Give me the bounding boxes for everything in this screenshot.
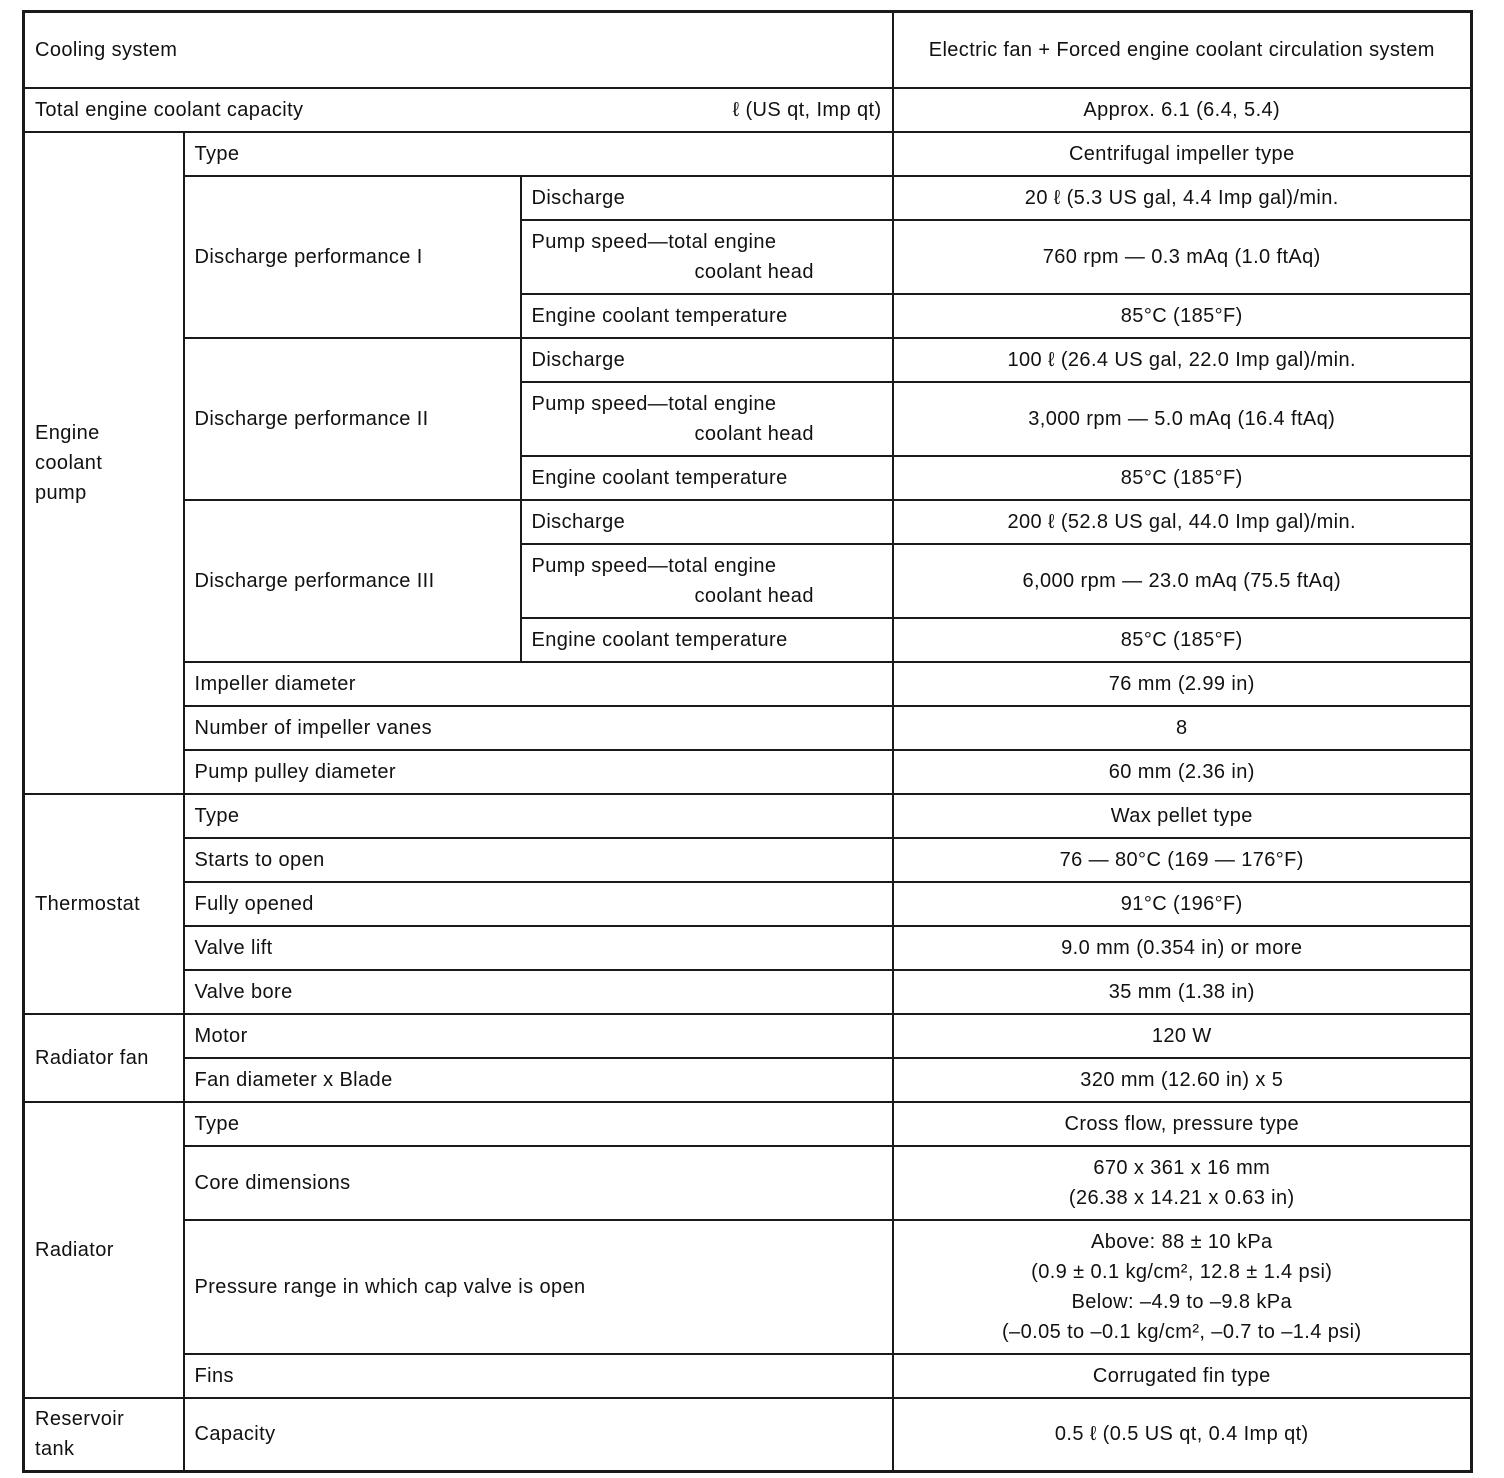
perf1-speed-value: 760 rpm — 0.3 mAq (1.0 ftAq) — [893, 220, 1472, 294]
row-impeller-diameter — [24, 662, 1472, 706]
row-thermostat-bore — [24, 970, 1472, 1014]
impeller-vanes-value: 8 — [893, 706, 1472, 750]
radiator-type-label: Type — [184, 1102, 893, 1146]
perf2-speed-label-line1: Pump speed—total engine — [531, 392, 777, 415]
row-reservoir — [24, 1398, 1472, 1472]
radiator-fan-group-label: Radiator fan — [24, 1014, 184, 1102]
thermostat-starts-value: 76 — 80°C (169 — 176°F) — [893, 838, 1472, 882]
radiator-pressure-value-line3: Below: –4.9 to –9.8 kPa — [1071, 1290, 1292, 1313]
thermostat-lift-label: Valve lift — [184, 926, 893, 970]
impeller-diameter-value: 76 mm (2.99 in) — [893, 662, 1472, 706]
reservoir-capacity-value: 0.5 ℓ (0.5 US qt, 0.4 Imp qt) — [893, 1398, 1472, 1472]
total-capacity-value: Approx. 6.1 (6.4, 5.4) — [893, 88, 1472, 132]
row-radiator-fins — [24, 1354, 1472, 1398]
row-radiator-type — [24, 1102, 1472, 1146]
row-thermostat-type — [24, 794, 1472, 838]
radiator-group-label: Radiator — [24, 1102, 184, 1398]
radiator-fins-label: Fins — [184, 1354, 893, 1398]
perf2-label: Discharge performance II — [184, 338, 521, 500]
fan-motor-value: 120 W — [893, 1014, 1472, 1058]
radiator-core-value-line2: (26.38 x 14.21 x 0.63 in) — [1068, 1186, 1295, 1209]
perf2-temp-value: 85°C (185°F) — [893, 456, 1472, 500]
radiator-core-value — [893, 1146, 1472, 1220]
perf3-temp-value: 85°C (185°F) — [893, 618, 1472, 662]
impeller-vanes-label: Number of impeller vanes — [184, 706, 893, 750]
total-capacity-unit: ℓ (US qt, Imp qt) — [732, 98, 882, 121]
thermostat-fully-label: Fully opened — [184, 882, 893, 926]
thermostat-lift-value: 9.0 mm (0.354 in) or more — [893, 926, 1472, 970]
perf3-label: Discharge performance III — [184, 500, 521, 662]
radiator-core-value-line1: 670 x 361 x 16 mm — [1093, 1156, 1271, 1179]
perf3-temp-label: Engine coolant temperature — [521, 618, 893, 662]
perf3-speed-value: 6,000 rpm — 23.0 mAq (75.5 ftAq) — [893, 544, 1472, 618]
cooling-system-value: Electric fan + Forced engine coolant circulation system — [893, 12, 1472, 88]
perf3-speed-label — [521, 544, 893, 618]
perf1-speed-label-line1: Pump speed—total engine — [531, 230, 777, 253]
reservoir-capacity-label: Capacity — [184, 1398, 893, 1472]
row-pulley-diameter — [24, 750, 1472, 794]
row-perf1-discharge — [24, 176, 1472, 220]
radiator-fins-value: Corrugated fin type — [893, 1354, 1472, 1398]
thermostat-fully-value: 91°C (196°F) — [893, 882, 1472, 926]
cooling-spec-table — [22, 10, 1473, 1473]
perf3-discharge-value: 200 ℓ (52.8 US gal, 44.0 Imp gal)/min. — [893, 500, 1472, 544]
pump-group-label: Engine coolant pump — [24, 132, 184, 794]
row-thermostat-lift — [24, 926, 1472, 970]
perf2-speed-label-line2: coolant head — [694, 422, 814, 445]
thermostat-group-label: Thermostat — [24, 794, 184, 1014]
row-radiator-core — [24, 1146, 1472, 1220]
row-fan-diameter — [24, 1058, 1472, 1102]
perf2-discharge-value: 100 ℓ (26.4 US gal, 22.0 Imp gal)/min. — [893, 338, 1472, 382]
impeller-diameter-label: Impeller diameter — [184, 662, 893, 706]
row-impeller-vanes — [24, 706, 1472, 750]
radiator-core-label: Core dimensions — [184, 1146, 893, 1220]
perf1-discharge-value: 20 ℓ (5.3 US gal, 4.4 Imp gal)/min. — [893, 176, 1472, 220]
cooling-system-label: Cooling system — [24, 12, 893, 88]
thermostat-type-value: Wax pellet type — [893, 794, 1472, 838]
total-capacity-label: Total engine coolant capacity — [35, 98, 304, 121]
row-radiator-pressure — [24, 1220, 1472, 1354]
perf1-discharge-label: Discharge — [521, 176, 893, 220]
row-thermostat-starts — [24, 838, 1472, 882]
row-total-capacity — [24, 88, 1472, 132]
perf3-discharge-label: Discharge — [521, 500, 893, 544]
radiator-pressure-label: Pressure range in which cap valve is open — [184, 1220, 893, 1354]
reservoir-group-label: Reservoir tank — [24, 1398, 184, 1472]
thermostat-starts-label: Starts to open — [184, 838, 893, 882]
pump-type-label: Type — [184, 132, 893, 176]
perf3-speed-label-line1: Pump speed—total engine — [531, 554, 777, 577]
fan-motor-label: Motor — [184, 1014, 893, 1058]
perf1-speed-label-line2: coolant head — [694, 260, 814, 283]
fan-diameter-label: Fan diameter x Blade — [184, 1058, 893, 1102]
perf3-speed-label-line2: coolant head — [694, 584, 814, 607]
radiator-type-value: Cross flow, pressure type — [893, 1102, 1472, 1146]
row-perf2-discharge — [24, 338, 1472, 382]
pulley-diameter-label: Pump pulley diameter — [184, 750, 893, 794]
fan-diameter-value: 320 mm (12.60 in) x 5 — [893, 1058, 1472, 1102]
radiator-pressure-value-line1: Above: 88 ± 10 kPa — [1090, 1230, 1273, 1253]
perf1-temp-label: Engine coolant temperature — [521, 294, 893, 338]
row-pump-type — [24, 132, 1472, 176]
row-fan-motor — [24, 1014, 1472, 1058]
pulley-diameter-value: 60 mm (2.36 in) — [893, 750, 1472, 794]
row-cooling-system — [24, 12, 1472, 88]
radiator-pressure-value — [893, 1220, 1472, 1354]
perf2-speed-label — [521, 382, 893, 456]
row-perf3-discharge — [24, 500, 1472, 544]
perf1-temp-value: 85°C (185°F) — [893, 294, 1472, 338]
thermostat-bore-label: Valve bore — [184, 970, 893, 1014]
perf2-temp-label: Engine coolant temperature — [521, 456, 893, 500]
total-capacity-cell — [24, 88, 893, 132]
thermostat-type-label: Type — [184, 794, 893, 838]
pump-type-value: Centrifugal impeller type — [893, 132, 1472, 176]
perf1-label: Discharge performance I — [184, 176, 521, 338]
row-thermostat-fully — [24, 882, 1472, 926]
radiator-pressure-value-line4: (–0.05 to –0.1 kg/cm², –0.7 to –1.4 psi) — [1002, 1320, 1362, 1343]
perf1-speed-label — [521, 220, 893, 294]
perf2-speed-value: 3,000 rpm — 5.0 mAq (16.4 ftAq) — [893, 382, 1472, 456]
perf2-discharge-label: Discharge — [521, 338, 893, 382]
thermostat-bore-value: 35 mm (1.38 in) — [893, 970, 1472, 1014]
radiator-pressure-value-line2: (0.9 ± 0.1 kg/cm², 12.8 ± 1.4 psi) — [1031, 1260, 1333, 1283]
